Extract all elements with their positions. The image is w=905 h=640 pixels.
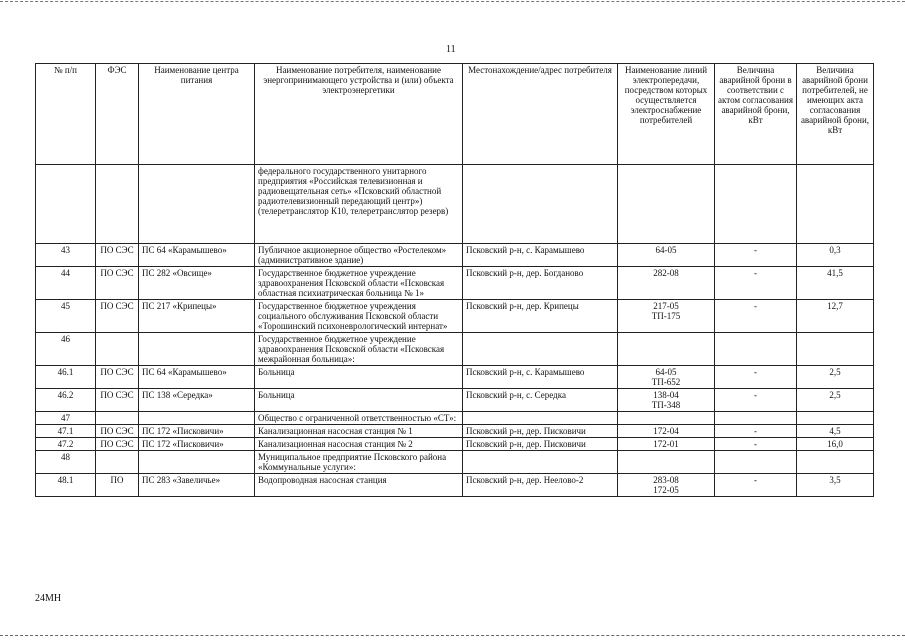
row-number: 48: [36, 451, 96, 474]
row-number: 48.1: [36, 474, 96, 497]
row-location: [463, 165, 618, 244]
table-row: [36, 333, 874, 366]
row-fes: ПО СЭС: [96, 244, 139, 267]
row-consumer: Муниципальное предприятие Псковского района «Коммунальные услуги»:: [255, 451, 463, 474]
table-body: [36, 165, 874, 497]
row-reserve-no-act: 3,5: [797, 474, 874, 497]
row-reserve-act: -: [715, 389, 797, 412]
row-power-lines: [618, 451, 715, 474]
scan-edge-bottom: [0, 635, 905, 636]
row-consumer: Государственное бюджетное учреждение здравоохранения Псковской области «Псковская областная психиатрическая больница № 1»: [255, 267, 463, 300]
row-power-lines: 64-05 ТП-652: [618, 366, 715, 389]
row-power-lines: 282-08: [618, 267, 715, 300]
row-reserve-no-act: 2,5: [797, 366, 874, 389]
header-lines: Наименование линий электропередачи, посредством которых осуществляется электроснабжение потребителей: [618, 64, 715, 165]
row-location: Псковский р-н, с. Середка: [463, 389, 618, 412]
row-power-lines: 172-01: [618, 438, 715, 451]
row-reserve-act: -: [715, 438, 797, 451]
row-number: 45: [36, 300, 96, 333]
row-number: 47.2: [36, 438, 96, 451]
table-row: [36, 267, 874, 300]
page-number: 11: [446, 44, 456, 55]
header-reserve-act: Величина аварийной брони в соответствии с актом согласования аварийной брони, кВт: [715, 64, 797, 165]
row-number: 46: [36, 333, 96, 366]
row-reserve-no-act: 12,7: [797, 300, 874, 333]
header-reserve-no-act: Величина аварийной брони потребителей, не имеющих акта согласования аварийной брони, кВт: [797, 64, 874, 165]
table-row: [36, 412, 874, 425]
row-power-lines: [618, 412, 715, 425]
row-location: [463, 412, 618, 425]
row-consumer: Канализационная насосная станция № 2: [255, 438, 463, 451]
row-reserve-act: -: [715, 366, 797, 389]
scan-edge-top: [0, 1, 905, 2]
row-location: Псковский р-н, дер. Писковичи: [463, 425, 618, 438]
row-reserve-no-act: [797, 412, 874, 425]
row-reserve-no-act: [797, 333, 874, 366]
row-consumer: Государственное бюджетное учреждение здравоохранения Псковской области «Псковская межрайонная больница»:: [255, 333, 463, 366]
row-power-center: [139, 412, 255, 425]
row-number: 46.1: [36, 366, 96, 389]
row-reserve-no-act: 16,0: [797, 438, 874, 451]
row-number: [36, 165, 96, 244]
row-location: [463, 333, 618, 366]
row-reserve-act: [715, 412, 797, 425]
row-fes: [96, 451, 139, 474]
row-power-center: ПС 138 «Середка»: [139, 389, 255, 412]
table-row: [36, 300, 874, 333]
table-row: [36, 389, 874, 412]
row-reserve-no-act: [797, 451, 874, 474]
row-power-center: ПС 283 «Завеличье»: [139, 474, 255, 497]
row-fes: ПО СЭС: [96, 300, 139, 333]
row-fes: ПО СЭС: [96, 366, 139, 389]
table-row: [36, 451, 874, 474]
row-consumer: Больница: [255, 366, 463, 389]
table-row: [36, 425, 874, 438]
row-power-lines: 283-08 172-05: [618, 474, 715, 497]
row-reserve-act: -: [715, 244, 797, 267]
row-location: Псковский р-н, дер. Неелово-2: [463, 474, 618, 497]
table-row: [36, 438, 874, 451]
row-location: Псковский р-н, с. Карамышево: [463, 244, 618, 267]
row-location: Псковский р-н, дер. Писковичи: [463, 438, 618, 451]
row-reserve-act: -: [715, 474, 797, 497]
row-fes: ПО СЭС: [96, 389, 139, 412]
row-reserve-act: [715, 333, 797, 366]
row-fes: [96, 165, 139, 244]
table-row: [36, 474, 874, 497]
row-power-center: ПС 64 «Карамышево»: [139, 366, 255, 389]
row-power-center: ПС 282 «Овсище»: [139, 267, 255, 300]
row-fes: ПО: [96, 474, 139, 497]
row-power-center: ПС 64 «Карамышево»: [139, 244, 255, 267]
row-reserve-no-act: 0,3: [797, 244, 874, 267]
row-power-lines: 64-05: [618, 244, 715, 267]
row-reserve-act: [715, 165, 797, 244]
row-reserve-act: -: [715, 300, 797, 333]
row-consumer: Общество с ограниченной ответственностью «СТ»:: [255, 412, 463, 425]
header-fes: ФЭС: [96, 64, 139, 165]
row-number: 44: [36, 267, 96, 300]
header-center: Наименование центра питания: [139, 64, 255, 165]
table-row: [36, 165, 874, 244]
row-number: 47: [36, 412, 96, 425]
row-location: [463, 451, 618, 474]
row-power-center: ПС 172 «Писковичи»: [139, 438, 255, 451]
table-row: [36, 244, 874, 267]
row-power-center: ПС 217 «Крипецы»: [139, 300, 255, 333]
row-power-lines: [618, 165, 715, 244]
row-fes: [96, 412, 139, 425]
row-reserve-act: -: [715, 425, 797, 438]
row-power-center: [139, 451, 255, 474]
row-reserve-act: -: [715, 267, 797, 300]
row-power-lines: 172-04: [618, 425, 715, 438]
row-location: Псковский р-н, дер. Богданово: [463, 267, 618, 300]
row-reserve-no-act: 4,5: [797, 425, 874, 438]
row-location: Псковский р-н, с. Карамышево: [463, 366, 618, 389]
row-consumer: федерального государственного унитарного предприятия «Российская телевизионная и радиовещательная сеть» «Псковский областной радиотелевизионный передающий центр») (телеретранслятор К10, телеретранслятор резерв): [255, 165, 463, 244]
row-reserve-no-act: [797, 165, 874, 244]
header-location: Местонахождение/адрес потребителя: [463, 64, 618, 165]
row-number: 46.2: [36, 389, 96, 412]
row-fes: [96, 333, 139, 366]
row-fes: ПО СЭС: [96, 267, 139, 300]
row-consumer: Больница: [255, 389, 463, 412]
row-consumer: Канализационная насосная станция № 1: [255, 425, 463, 438]
row-location: Псковский р-н, дер. Крипецы: [463, 300, 618, 333]
header-consumer: Наименование потребителя, наименование энергопринимающего устройства и (или) объекта электроэнергетики: [255, 64, 463, 165]
row-power-center: [139, 165, 255, 244]
row-number: 43: [36, 244, 96, 267]
row-consumer: Публичное акционерное общество «Ростелеком» (административное здание): [255, 244, 463, 267]
row-number: 47.1: [36, 425, 96, 438]
row-reserve-no-act: 41,5: [797, 267, 874, 300]
row-reserve-no-act: 2,5: [797, 389, 874, 412]
row-fes: ПО СЭС: [96, 425, 139, 438]
row-reserve-act: [715, 451, 797, 474]
footer-code: 24МН: [35, 593, 62, 604]
table-header: [36, 64, 874, 165]
row-power-center: ПС 172 «Писковичи»: [139, 425, 255, 438]
row-power-lines: 217-05 ТП-175: [618, 300, 715, 333]
row-power-center: [139, 333, 255, 366]
header-num: № п/п: [36, 64, 96, 165]
table-row: [36, 366, 874, 389]
reserve-table: [35, 63, 874, 497]
row-consumer: Водопроводная насосная станция: [255, 474, 463, 497]
row-power-lines: [618, 333, 715, 366]
row-power-lines: 138-04 ТП-348: [618, 389, 715, 412]
row-consumer: Государственное бюджетное учреждения социального обслуживания Псковской области «Торошинский психоневрологический интернат»: [255, 300, 463, 333]
row-fes: ПО СЭС: [96, 438, 139, 451]
